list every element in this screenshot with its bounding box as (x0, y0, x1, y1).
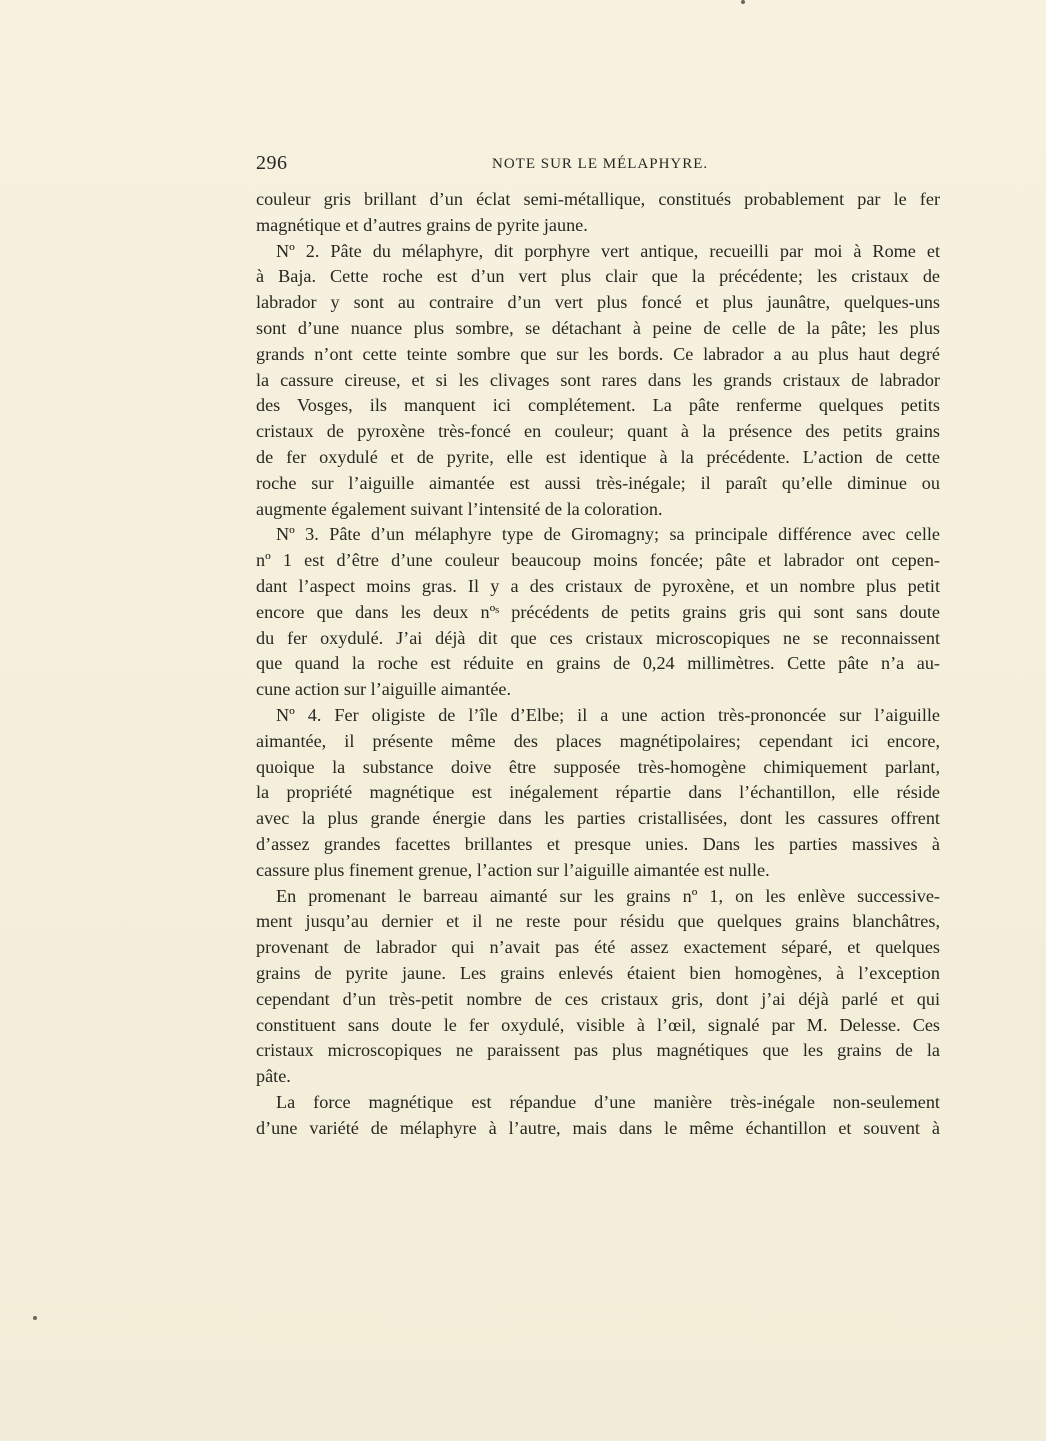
text-line: roche sur l’aiguille aimantée est aussi très-inégale; il paraît qu’elle diminue ou (256, 472, 940, 493)
text-line: encore que dans les deux nºˢ précédents de petits grains gris qui sont sans doute (256, 601, 940, 622)
text-line: nº 1 est d’être d’une couleur beaucoup moins foncée; pâte et labrador ont cepen- (256, 550, 940, 571)
text-line: aimantée, il présente même des places magnétipolaires; cependant ici encore, (256, 730, 940, 751)
text-line: avec la plus grande énergie dans les parties cristallisées, dont les cassures offrent (256, 808, 940, 829)
text-line: Nº 2. Pâte du mélaphyre, dit porphyre vert antique, recueilli par moi à Rome et (276, 240, 940, 261)
text-line: ment jusqu’au dernier et il ne reste pour résidu que quelques grains blanchâtres, (256, 911, 940, 932)
text-line: cristaux de pyroxène très-foncé en couleur; quant à la présence des petits grains (256, 421, 940, 442)
text-line: constituent sans doute le fer oxydulé, visible à l’œil, signalé par M. Delesse. Ces (256, 1014, 940, 1035)
text-line: la propriété magnétique est inégalement répartie dans l’échantillon, elle réside (256, 782, 940, 803)
text-line: du fer oxydulé. J’ai déjà dit que ces cristaux microscopiques ne se reconnaissent (256, 627, 940, 648)
text-line: En promenant le barreau aimanté sur les grains nº 1, on les enlève successive- (276, 885, 940, 906)
body-text (256, 187, 940, 1141)
text-line: Nº 4. Fer oligiste de l’île d’Elbe; il a une action très-prononcée sur l’aiguille (276, 704, 940, 725)
text-line: cassure plus finement grenue, l’action sur l’aiguille aimantée est nulle. (256, 859, 770, 880)
text-line: pâte. (256, 1066, 291, 1087)
text-line: cependant d’un très-petit nombre de ces cristaux gris, dont j’ai déjà parlé et qui (256, 988, 940, 1009)
text-line: de fer oxydulé et de pyrite, elle est identique à la précédente. L’action de cette (256, 446, 940, 467)
ink-speck (741, 0, 745, 4)
text-line: que quand la roche est réduite en grains de 0,24 millimètres. Cette pâte n’a au- (256, 653, 940, 674)
text-line: la cassure cireuse, et si les clivages sont rares dans les grands cristaux de labrador (256, 369, 940, 390)
text-line: des Vosges, ils manquent ici complétement. La pâte renferme quelques petits (256, 395, 940, 416)
text-line: augmente également suivant l’intensité de la coloration. (256, 498, 663, 519)
text-line: quoique la substance doive être supposée très-homogène chimiquement parlant, (256, 756, 940, 777)
text-line: labrador y sont au contraire d’un vert plus foncé et plus jaunâtre, quelques-uns (256, 292, 940, 313)
text-line: provenant de labrador qui n’avait pas été assez exactement séparé, et quelques (256, 937, 940, 958)
text-line: grands n’ont cette teinte sombre que sur les bords. Ce labrador a au plus haut degré (256, 343, 940, 364)
text-line: cune action sur l’aiguille aimantée. (256, 679, 512, 700)
text-line: Nº 3. Pâte d’un mélaphyre type de Giromagny; sa principale différence avec celle (276, 524, 940, 545)
text-line: d’assez grandes facettes brillantes et presque unies. Dans les parties massives à (256, 833, 940, 854)
ink-speck (33, 1316, 37, 1320)
text-line: cristaux microscopiques ne paraissent pas plus magnétiques que les grains de la (256, 1040, 940, 1061)
text-line: magnétique et d’autres grains de pyrite jaune. (256, 214, 588, 235)
text-line: d’une variété de mélaphyre à l’autre, mais dans le même échantillon et souvent à (256, 1117, 940, 1138)
text-line: grains de pyrite jaune. Les grains enlevés étaient bien homogènes, à l’exception (256, 962, 940, 983)
text-line: à Baja. Cette roche est d’un vert plus clair que la précédente; les cristaux de (256, 266, 940, 287)
text-line: couleur gris brillant d’un éclat semi-métallique, constitués probablement par le fer (256, 189, 940, 209)
text-line: dant l’aspect moins gras. Il y a des cristaux de pyroxène, et un nombre plus petit (256, 575, 940, 596)
text-line: La force magnétique est répandue d’une manière très-inégale non-seulement (276, 1091, 940, 1112)
running-title: NOTE SUR LE MÉLAPHYRE. (492, 156, 709, 172)
text-line: sont d’une nuance plus sombre, se détachant à peine de celle de la pâte; les plus (256, 317, 940, 338)
page-header (256, 150, 942, 178)
page-number: 296 (256, 152, 288, 174)
